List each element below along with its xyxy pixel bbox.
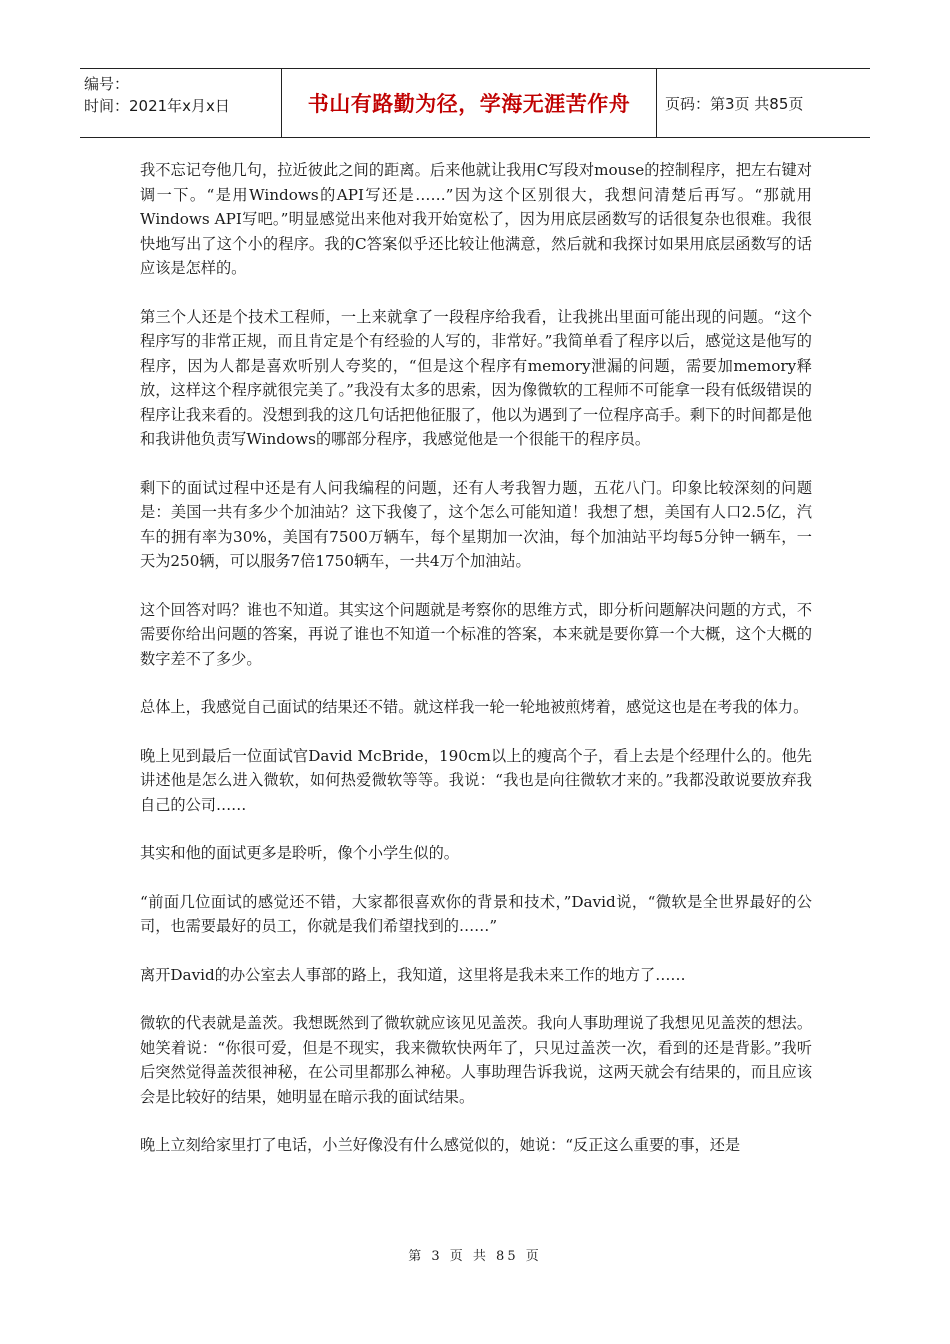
paragraph: 微软的代表就是盖茨。我想既然到了微软就应该见见盖茨。我向人事助理说了我想见见盖茨的想法。她笑着说：“你很可爱，但是不现实，我来微软快两年了，只见过盖茨一次，看到的还是背影。”我听后突然觉得盖茨很神秘，在公司里都那么神秘。人事助理告诉我说，这两天就会有结果的，而且应该会是比较好的结果，她明显在暗示我的面试结果。 xyxy=(140,1014,812,1106)
paragraph: 这个回答对吗？谁也不知道。其实这个问题就是考察你的思维方式，即分析问题解决问题的方式，不需要你给出问题的答案，再说了谁也不知道一个标准的答案，本来就是要你算一个大概，这个大概的数字差不了多少。 xyxy=(140,600,812,668)
document-body xyxy=(140,158,812,1182)
paragraph: 晚上立刻给家里打了电话，小兰好像没有什么感觉似的，她说：“反正这么重要的事，还是 xyxy=(140,1136,741,1154)
header-motto: 书山有路勤为径，学海无涯苦作舟 xyxy=(282,69,657,137)
paragraph: 晚上见到最后一位面试官David McBride，190cm以上的瘦高个子，看上去是个经理什么的。他先讲述他是怎么进入微软，如何热爱微软等等。我说：“我也是向往微软才来的。”我都没敢说要放弃我自己的公司…… xyxy=(140,746,812,814)
date-line: 时间：2021年x月x日 xyxy=(84,97,230,115)
paragraph: 总体上，我感觉自己面试的结果还不错。就这样我一轮一轮地被煎烤着，感觉这也是在考我的体力。 xyxy=(140,698,809,716)
header-meta xyxy=(80,69,282,137)
number-label: 编号： xyxy=(84,75,130,93)
paragraph: 第三个人还是个技术工程师，一上来就拿了一段程序给我看，让我挑出里面可能出现的问题。“这个程序写的非常正规，而且肯定是个有经验的人写的，非常好。”我简单看了程序以后，感觉这是他写的程序，因为人都是喜欢听别人夸奖的，“但是这个程序有memory泄漏的问题，需要加memory释放，这样这个程序就很完美了。”我没有太多的思索，因为像微软的工程师不可能拿一段有低级错误的程序让我来看的。没想到我的这几句话把他征服了，他以为遇到了一位程序高手。剩下的时间都是他和我讲他负责写Windows的哪部分程序，我感觉他是一个很能干的程序员。 xyxy=(140,307,812,448)
page-header xyxy=(80,68,870,138)
paragraph: “前面几位面试的感觉还不错，大家都很喜欢你的背景和技术，”David说，“微软是全世界最好的公司，也需要最好的员工，你就是我们希望找到的……” xyxy=(140,892,812,935)
header-page-info: 页码：第3页 共85页 xyxy=(665,94,804,113)
page-footer: 第 3 页 共 85 页 xyxy=(408,1249,542,1264)
paragraph: 我不忘记夸他几句，拉近彼此之间的距离。后来他就让我用C写段对mouse的控制程序，把左右键对调一下。“是用Windows的API写还是……”因为这个区别很大，我想问清楚后再写。“那就用Windows API写吧。”明显感觉出来他对我开始宽松了，因为用底层函数写的话很复杂也很难。我很快地写出了这个小的程序。我的C答案似乎还比较让他满意，然后就和我探讨如果用底层函数写的话应该是怎样的。 xyxy=(140,161,812,277)
paragraph: 剩下的面试过程中还是有人问我编程的问题，还有人考我智力题，五花八门。印象比较深刻的问题是：美国一共有多少个加油站？这下我傻了，这个怎么可能知道！我想了想，美国有人口2.5亿，汽车的拥有率为30%，美国有7500万辆车，每个星期加一次油，每个加油站平均每5分钟一辆车，一天为250辆，可以服务7倍1750辆车，一共4万个加油站。 xyxy=(140,478,812,570)
paragraph: 离开David的办公室去人事部的路上，我知道，这里将是我未来工作的地方了…… xyxy=(140,965,686,984)
paragraph: 其实和他的面试更多是聆听，像个小学生似的。 xyxy=(140,844,459,862)
